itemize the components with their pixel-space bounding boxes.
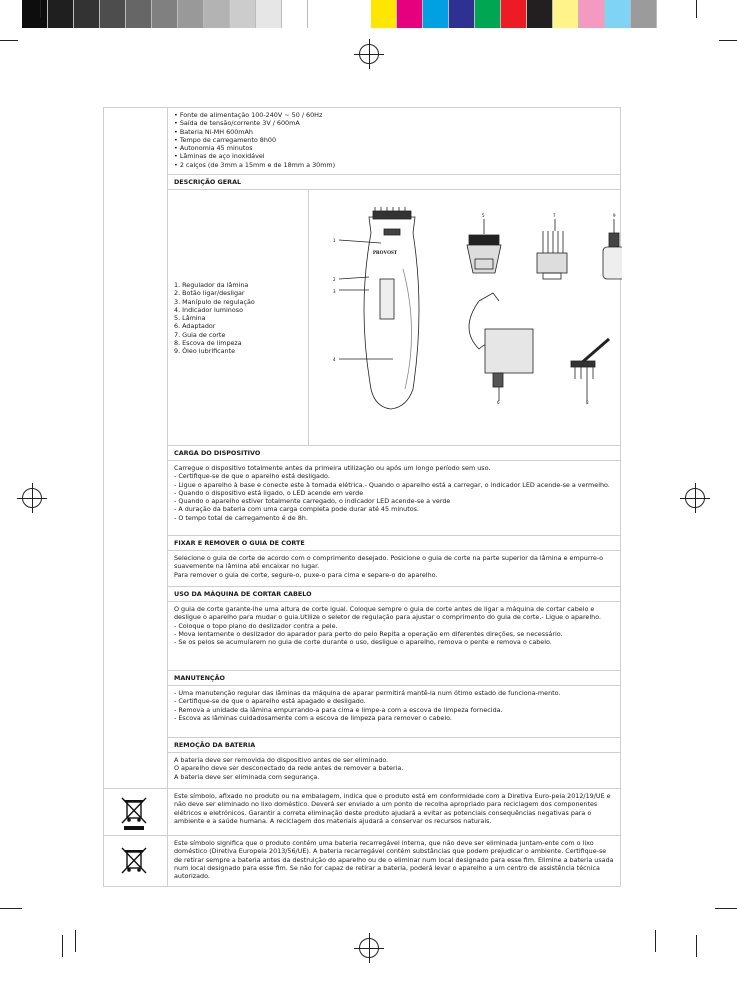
divider	[104, 835, 167, 836]
crop-mark	[696, 0, 697, 18]
registration-mark-icon	[359, 44, 379, 64]
gray-swatch	[256, 0, 282, 28]
product-figure-section	[168, 189, 620, 445]
divider	[168, 685, 620, 686]
divider	[168, 535, 620, 536]
part-label: 6. Adaptador	[174, 322, 216, 331]
part-label: 4. Indicador luminoso	[174, 305, 243, 314]
blade-head	[467, 219, 501, 273]
gray-swatch	[48, 0, 74, 28]
spec-item: • Autonomia 45 minutos	[174, 144, 614, 152]
callout-number: 8	[586, 400, 589, 405]
crop-mark	[75, 930, 76, 952]
callout-number: 4	[333, 357, 336, 362]
color-swatch	[449, 0, 475, 28]
part-label: 1. Regulador da lâmina	[174, 281, 249, 289]
registration-mark-icon	[22, 488, 42, 508]
weee-text: Este símbolo, afixado no produto ou na embalagem, indica que o produto está em conformidade com a Diretiva Euro-peia 2012/19/UE e não deve ser eliminado no lixo doméstico. Deverá ser enviado a um ponto de recolha apropriado para reciclagem dos componentes elétricos e eletrónicos. Garantir a correta eliminação deste produto ajudará a evitar as potenciais consequências negativas para o ambiente e a saúde humana. A reciclagem dos materiais ajudará a conservar os recursos naturais.	[174, 792, 611, 825]
text-line: - Quando o dispositivo está ligado, o LED acende em verde	[174, 488, 364, 497]
crop-mark	[715, 908, 737, 909]
oil-bottle	[603, 219, 622, 279]
text-line: O guia de corte garante-lhe uma altura de corte igual. Coloque sempre o guia de corte antes de ligar a máquina de cortar cabelo e desligue o aparelho para mudar o guia.Utilize o seletor de regulação para ajustar o comprimento do guia de corte.- Ligue o aparelho.	[174, 605, 602, 622]
gray-swatch	[126, 0, 152, 28]
symbol-column	[104, 108, 168, 886]
text-line: O aparelho deve ser desconectado da rede antes de remover a bateria.	[174, 764, 404, 773]
gray-swatch	[230, 0, 256, 28]
crop-mark	[40, 0, 41, 18]
spec-item: • Saída de tensão/corrente 3V / 600mA	[174, 119, 614, 127]
crop-mark	[655, 930, 656, 952]
color-swatch	[371, 0, 397, 28]
text-line: - Mova lentamente o deslizador do aparador para perto do pelo Repita a operação em diferentes direções, se necessário.	[174, 629, 563, 638]
divider	[168, 586, 620, 587]
maintenance-text	[174, 689, 614, 722]
color-swatch	[605, 0, 631, 28]
crop-mark	[719, 40, 737, 41]
part-label: 3. Manípulo de regulação	[174, 297, 255, 306]
callout-number: 6	[497, 400, 500, 405]
color-swatch	[423, 0, 449, 28]
color-swatch	[397, 0, 423, 28]
cutting-guide	[537, 219, 567, 279]
crossed-bin-battery-icon	[118, 846, 150, 878]
maintenance-heading: MANUTENÇÃO	[174, 674, 225, 682]
divider	[104, 788, 167, 789]
manual-page	[103, 107, 621, 887]
parts-legend	[174, 281, 255, 356]
gray-swatch	[282, 0, 308, 28]
battery-removal-text	[174, 756, 614, 781]
cleaning-brush	[571, 339, 609, 401]
gray-swatch	[100, 0, 126, 28]
callout-number: 3	[333, 289, 336, 294]
divider	[168, 788, 620, 789]
charging-heading: CARGA DO DISPOSITIVO	[174, 449, 261, 457]
usage-text	[174, 605, 614, 646]
divider	[168, 835, 620, 836]
registration-mark-icon	[685, 488, 705, 508]
grayscale-color-bar	[22, 0, 308, 28]
battery-disposal-text: Este símbolo significa que o produto contém uma bateria recarregável interna, que não deve ser eliminada juntam-ente com o lixo doméstico (Diretiva Europeia 2013/56/UE). A bateria recarregável contém substâncias que podem prejudicar o ambiente. Certifique-se de retirar sempre a bateria antes da destruição do aparelho ou de o eliminar num local designado para esse fim. Elimine a bateria usada num local designado para esse fim. Se não for capaz de retirar a bateria, poderá levar o aparelho a um centro de assistência técnica autorizado.	[174, 839, 614, 881]
crop-mark	[62, 935, 63, 957]
text-line: - Escova as lâminas cuidadosamente com a escova de limpeza para remover o cabelo.	[174, 713, 452, 722]
gray-swatch	[204, 0, 230, 28]
trimmer-body	[339, 207, 419, 409]
divider	[168, 445, 620, 446]
color-swatch	[501, 0, 527, 28]
battery-removal-heading: REMOÇÃO DA BATERIA	[174, 741, 256, 749]
color-swatch	[527, 0, 553, 28]
callout-number: 1	[333, 238, 336, 243]
text-line: Para remover o guia de corte, segure-o, puxe-o para cima e separe-o do aparelho.	[174, 570, 438, 579]
color-swatch	[579, 0, 605, 28]
divider	[168, 752, 620, 753]
content-column	[168, 108, 620, 886]
adapter	[469, 293, 533, 401]
divider	[168, 174, 620, 175]
spec-item: • Tempo de carregamento 8h00	[174, 136, 614, 144]
divider	[168, 460, 620, 461]
crop-mark	[696, 935, 697, 957]
text-line: - O tempo total de carregamento é de 8h.	[174, 513, 308, 522]
part-label: 8. Escova de limpeza	[174, 339, 242, 348]
specifications	[174, 111, 614, 169]
divider	[168, 737, 620, 738]
crossed-bin-icon	[118, 796, 150, 832]
callout-number: 9	[613, 213, 616, 218]
cmyk-color-bar	[371, 0, 657, 28]
gray-swatch	[22, 0, 48, 28]
brand-label: PROVOST	[373, 251, 398, 256]
text-line: Carregue o dispositivo totalmente antes da primeira utilização ou após um longo período sem uso.	[174, 464, 491, 472]
text-line: Selecione o guia de corte de acordo com o comprimento desejado. Posicione o guia de corte na parte superior da lâmina e empurre-o suavemente na lâmina até encaixar no lugar.	[174, 554, 604, 571]
color-swatch	[475, 0, 501, 28]
divider	[168, 670, 620, 671]
general-description-heading: DESCRIÇÃO GERAL	[174, 178, 242, 186]
spec-item: • Fonte de alimentação 100-240V ~ 50 / 60Hz	[174, 111, 614, 119]
spec-item: • Bateria Ni-MH 600mAh	[174, 128, 614, 136]
cutting-guide-heading: FIXAR E REMOVER O GUIA DE CORTE	[174, 539, 305, 547]
text-line: - Quando o aparelho estiver totalmente carregado, o indicador LED acende-se a verde	[174, 497, 451, 506]
part-label: 9. Óleo lubrificante	[174, 347, 236, 356]
crop-mark	[0, 908, 22, 909]
color-swatch	[631, 0, 657, 28]
part-label: 2. Botão ligar/desligar	[174, 289, 245, 298]
text-line: A bateria deve ser removida do dispositivo antes de ser eliminado.	[174, 756, 389, 764]
divider	[168, 601, 620, 602]
gray-swatch	[74, 0, 100, 28]
cutting-guide-text	[174, 554, 614, 579]
text-line: - Se os pelos se acumularem no guia de corte durante o uso, desligue o aparelho, remova o pente e remova o cabelo.	[174, 638, 552, 647]
color-swatch	[553, 0, 579, 28]
gray-swatch	[152, 0, 178, 28]
callout-number: 2	[333, 277, 336, 282]
product-illustration	[309, 189, 622, 445]
callout-number: 5	[482, 213, 485, 218]
part-label: 7. Guia de corte	[174, 330, 226, 339]
text-line: - Remova a unidade da lâmina empurrando-a para cima e limpe-a com a escova de limpeza fornecida.	[174, 705, 503, 714]
text-line: - Uma manutenção regular das lâminas da máquina de aparar permitirá mantê-la num ótimo estado de funciona-mento.	[174, 689, 561, 697]
usage-heading: USO DA MÁQUINA DE CORTAR CABELO	[174, 590, 312, 598]
gray-swatch	[178, 0, 204, 28]
charging-text	[174, 464, 614, 522]
registration-mark-icon	[359, 938, 379, 958]
part-label: 5. Lâmina	[174, 314, 206, 323]
spec-item: • Lâminas de aço inoxidável	[174, 152, 614, 160]
text-line: - Coloque o topo plano do deslizador contra a pele.	[174, 621, 338, 630]
spec-item: • 2 calços (de 3mm a 15mm e de 18mm a 30mm)	[174, 161, 614, 169]
crop-mark	[0, 40, 18, 41]
text-line: - Ligue o aparelho à base e conecte este à tomada elétrica.- Quando o aparelho está a carregar, o indicador LED acende-se a vermelho.	[174, 480, 610, 489]
divider	[168, 550, 620, 551]
callout-number: 7	[553, 213, 556, 218]
text-line: - Certifique-se de que o aparelho está desligado.	[174, 472, 330, 481]
text-line: - Certifique-se de que o aparelho está apagado e desligado.	[174, 697, 366, 706]
text-line: A bateria deve ser eliminada com segurança.	[174, 772, 320, 781]
text-line: - A duração da bateria com uma carga completa pode durar até 45 minutos.	[174, 505, 419, 514]
